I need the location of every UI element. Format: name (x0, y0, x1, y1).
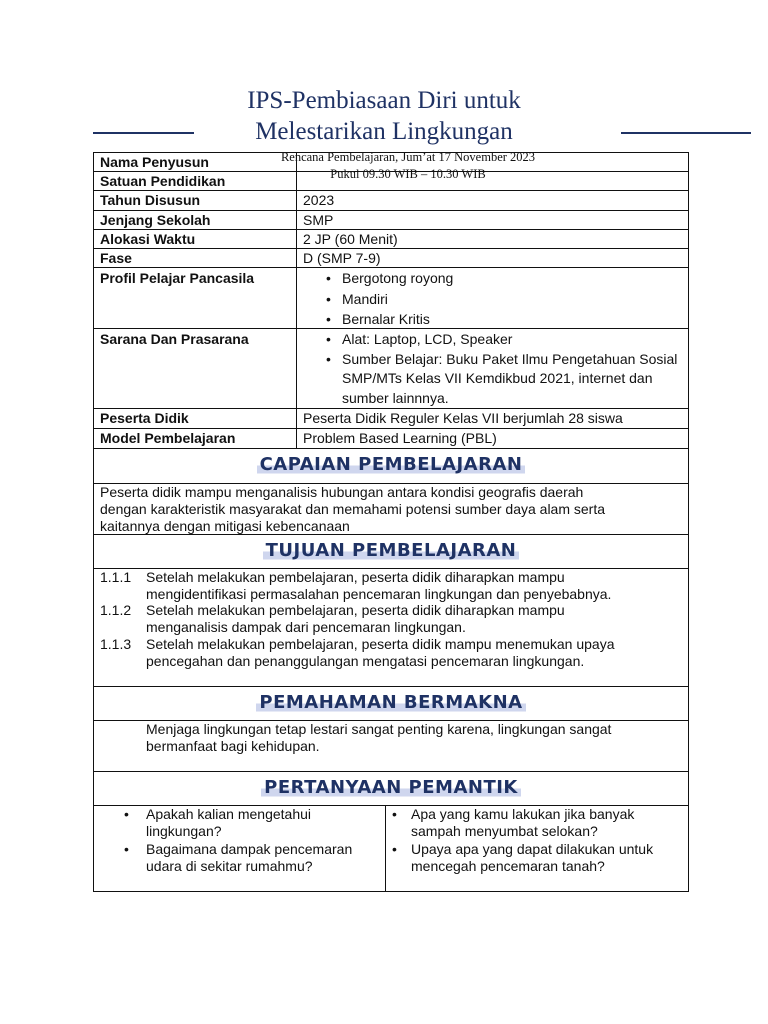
label-nama-penyusun: Nama Penyusun (100, 154, 209, 170)
identity-divider (296, 152, 297, 448)
list-item: • Alat: Laptop, LCD, Speaker (320, 330, 682, 350)
title-rule-right (621, 132, 751, 134)
tujuan-text: pencegahan dan penanggulangan mengatasi pencemaran lingkungan. (146, 653, 585, 669)
tujuan-text: Setelah melakukan pembelajaran, peserta didik mampu menemukan upaya (146, 636, 615, 652)
list-item: • Bergotong royong (320, 268, 680, 289)
profil-pelajar-list (320, 268, 680, 330)
list-item: • Bernalar Kritis (320, 309, 680, 330)
tujuan-number: 1.1.1 (100, 569, 132, 585)
capaian-text-line3: kaitannya dengan mitigasi kebencanaan (100, 518, 350, 534)
pertanyaan-right-item: Upaya apa yang dapat dilakukan untuk (411, 841, 654, 857)
value-tahun-disusun: 2023 (303, 192, 335, 208)
subtitle-time: Pukul 09.30 WIB – 10.30 WIB (330, 167, 486, 181)
title-rule-left (93, 132, 194, 134)
tujuan-number: 1.1.3 (100, 636, 132, 652)
bullet-icon: • (392, 841, 397, 857)
pertanyaan-right-item: mencegah pencemaran tanah? (411, 858, 605, 874)
label-tahun-disusun: Tahun Disusun (100, 192, 201, 208)
label-sarana-prasarana: Sarana Dan Prasarana (100, 331, 249, 347)
pertanyaan-right-item: Apa yang kamu lakukan jika banyak (411, 806, 635, 822)
pemahaman-heading: PEMAHAMAN BERMAKNA (93, 692, 689, 713)
value-fase: D (SMP 7-9) (303, 250, 381, 266)
list-item: • Sumber Belajar: Buku Paket Ilmu Pengetahuan Sosial SMP/MTs Kelas VII Kemdikbud 2021, internet dan sumber lainnnya. (320, 350, 682, 409)
label-satuan-pendidikan: Satuan Pendidikan (100, 173, 226, 189)
value-jenjang-sekolah: SMP (303, 212, 334, 228)
tujuan-text: mengidentifikasi permasalahan pencemaran lingkungan dan penyebabnya. (146, 586, 612, 602)
pemahaman-text-line1: Menjaga lingkungan tetap lestari sangat penting karena, lingkungan sangat (146, 721, 612, 737)
capaian-text-line1: Peserta didik mampu menganalisis hubungan antara kondisi geografis daerah (100, 484, 584, 500)
label-alokasi-waktu: Alokasi Waktu (100, 231, 196, 247)
document-title-line1: IPS-Pembiasaan Diri untuk (247, 87, 521, 114)
pertanyaan-left-item: udara di sekitar rumahmu? (146, 858, 313, 874)
label-peserta-didik: Peserta Didik (100, 410, 189, 426)
tujuan-number: 1.1.2 (100, 602, 132, 618)
tujuan-text: menganalisis dampak dari pencemaran lingkungan. (146, 619, 466, 635)
bullet-icon: • (124, 806, 129, 822)
value-alokasi-waktu: 2 JP (60 Menit) (303, 231, 398, 247)
capaian-heading: CAPAIAN PEMBELAJARAN (93, 454, 689, 475)
label-profil-pelajar: Profil Pelajar Pancasila (100, 270, 255, 286)
tujuan-heading: TUJUAN PEMBELAJARAN (93, 540, 689, 561)
capaian-text-line2: dengan karakteristik masyarakat dan memahami potensi sumber daya alam serta (100, 501, 606, 517)
label-jenjang-sekolah: Jenjang Sekolah (100, 212, 211, 228)
value-peserta-didik: Peserta Didik Reguler Kelas VII berjumlah 28 siswa (303, 410, 623, 426)
pertanyaan-left-item: Bagaimana dampak pencemaran (146, 841, 353, 857)
pertanyaan-left-item: Apakah kalian mengetahui (146, 806, 312, 822)
label-fase: Fase (100, 250, 132, 266)
pertanyaan-right-item: sampah menyumbat selokan? (411, 823, 598, 839)
document-title-line2: Melestarikan Lingkungan (255, 118, 513, 145)
label-model-pembelajaran: Model Pembelajaran (100, 430, 236, 446)
bullet-icon: • (124, 841, 129, 857)
tujuan-text: Setelah melakukan pembelajaran, peserta didik diharapkan mampu (146, 569, 565, 585)
pertanyaan-divider (385, 805, 386, 892)
pertanyaan-left-item: lingkungan? (146, 823, 222, 839)
value-model-pembelajaran: Problem Based Learning (PBL) (303, 430, 497, 446)
list-item: • Mandiri (320, 289, 680, 310)
sarana-prasarana-list (320, 330, 682, 408)
tujuan-text: Setelah melakukan pembelajaran, peserta didik diharapkan mampu (146, 602, 565, 618)
subtitle-date: Rencana Pembelajaran, Jum’at 17 November 2023 (280, 150, 536, 164)
pertanyaan-heading: PERTANYAAN PEMANTIK (93, 777, 689, 798)
pemahaman-text-line2: bermanfaat bagi kehidupan. (146, 738, 320, 754)
bullet-icon: • (392, 806, 397, 822)
